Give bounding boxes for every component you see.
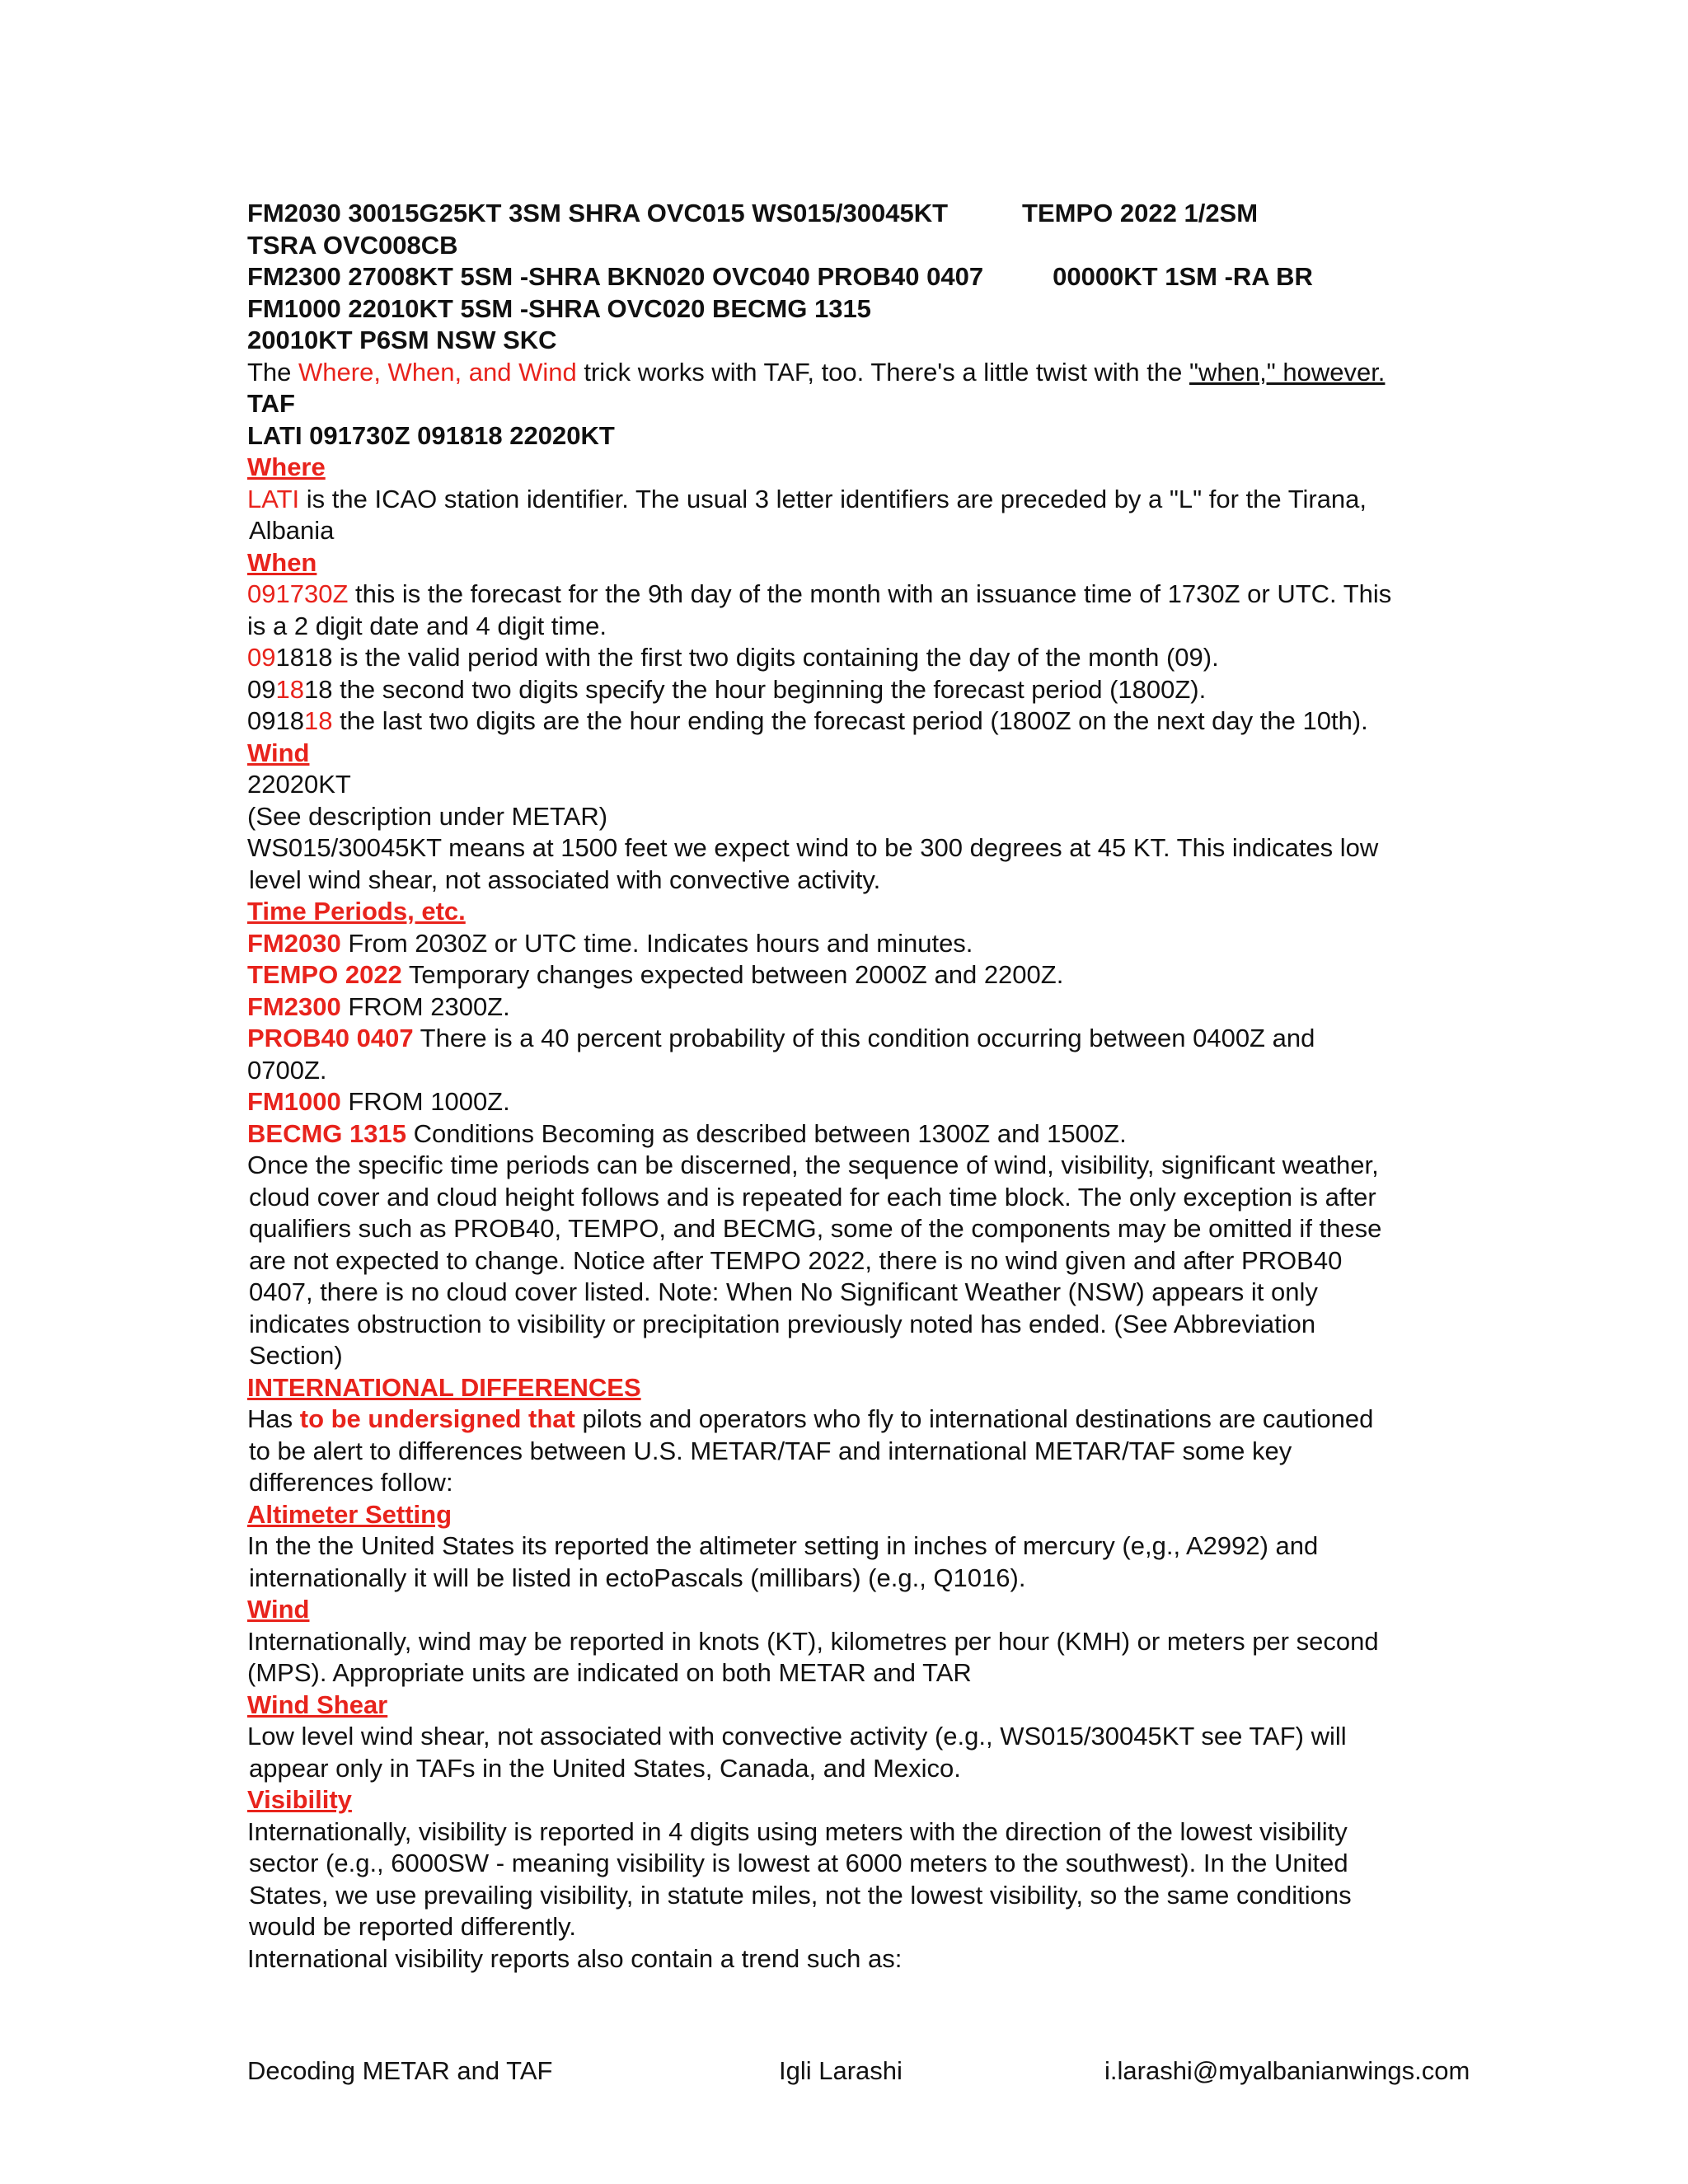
when-line-4	[247, 674, 1500, 706]
document-page	[247, 198, 1500, 1975]
text-run: this is the forecast for the 9th day of the month with an issuance time of 1730Z or UTC. This	[348, 579, 1392, 608]
taf-group: 00000KT 1SM -RA BR	[1053, 262, 1313, 291]
period-code: TEMPO 2022	[247, 960, 402, 989]
footer-author: Igli Larashi	[779, 2056, 903, 2085]
section-heading-visibility: Visibility	[247, 1785, 352, 1814]
taf-group: FM2030 30015G25KT 3SM SHRA OVC015 WS015/30045KT	[247, 199, 949, 227]
text-run: FROM 2300Z.	[340, 991, 510, 1021]
taf-example-line-2: TSRA OVC008CB	[247, 230, 458, 260]
period-row-fm2030	[247, 928, 1500, 960]
intro-paragraph	[247, 357, 1500, 389]
section-heading-wind-shear: Wind Shear	[247, 1690, 388, 1719]
taf-example-line-4: FM1000 22010KT 5SM -SHRA OVC020 BECMG 1315	[247, 293, 871, 323]
where-line-1	[247, 484, 1500, 516]
periods-paragraph-line: indicates obstruction to visibility or precipitation previously noted has ended. (See Abbreviation	[249, 1309, 1316, 1338]
visibility-line-2: sector (e.g., 6000SW - meaning visibility is lowest at 6000 meters to the southwest). In the United	[249, 1849, 1348, 1877]
text-run: There is a 40 percent probability of this condition occurring between 0400Z and	[413, 1024, 1315, 1052]
visibility-line-1: Internationally, visibility is reported in 4 digits using meters with the direction of the lowest visibility	[247, 1816, 1348, 1846]
period-code: FM2300	[247, 991, 341, 1021]
section-heading-altimeter-setting: Altimeter Setting	[247, 1499, 452, 1529]
highlight-text: 18	[275, 674, 304, 704]
visibility-line-5: International visibility reports also contain a trend such as:	[247, 1943, 903, 1973]
period-row-tempo	[247, 959, 1500, 991]
text-run: 0918	[247, 706, 304, 735]
text-run: FROM 1000Z.	[340, 1087, 510, 1116]
altimeter-line-1: In the the United States its reported the altimeter setting in inches of mercury (e,g., A2992) and	[247, 1531, 1319, 1560]
when-line-5	[247, 705, 1500, 738]
wind-intl-line-1: Internationally, wind may be reported in knots (KT), kilometres per hour (KMH) or meters per second	[247, 1626, 1379, 1656]
text-run: Conditions Becoming as described between 1300Z and 1500Z.	[406, 1118, 1127, 1148]
footer-title: Decoding METAR and TAF	[247, 2056, 553, 2085]
periods-paragraph-line: cloud cover and cloud height follows and is repeated for each time block. The only exception is after	[249, 1182, 1376, 1212]
taf-line: LATI 091730Z 091818 22020KT	[247, 420, 615, 450]
wind-intl-line-2: (MPS). Appropriate units are indicated on both METAR and TAR	[247, 1658, 972, 1687]
section-heading-where: Where	[247, 452, 326, 481]
wind-line-2: (See description under METAR)	[247, 801, 608, 831]
periods-paragraph-line: are not expected to change. Notice after TEMPO 2022, there is no wind given and after PROB40	[249, 1245, 1343, 1275]
section-heading-wind: Wind	[247, 738, 310, 767]
taf-example-line-3	[247, 261, 1500, 293]
taf-example-line-5: 20010KT P6SM NSW SKC	[247, 326, 557, 354]
taf-group: TEMPO 2022 1/2SM	[1022, 199, 1259, 227]
wind-line-3: WS015/30045KT means at 1500 feet we expect wind to be 300 degrees at 45 KT. This indicates low	[247, 833, 1379, 862]
highlight-text: 09	[247, 643, 276, 672]
period-row-fm1000	[247, 1086, 1500, 1118]
taf-group: FM2300 27008KT 5SM -SHRA BKN020 OVC040 PROB40 0407	[247, 262, 984, 291]
wind-line-4: level wind shear, not associated with convective activity.	[249, 865, 881, 894]
intl-line-1	[247, 1404, 1500, 1436]
visibility-line-3: States, we use prevailing visibility, in statute miles, not the lowest visibility, so the same conditions	[249, 1880, 1352, 1910]
period-row-prob40-cont: 0700Z.	[247, 1055, 327, 1085]
text-run: From 2030Z or UTC time. Indicates hours and minutes.	[340, 928, 973, 958]
text-run: 18 the second two digits specify the hour beginning the forecast period (1800Z).	[303, 674, 1207, 704]
text-run: is the ICAO station identifier. The usual 3 letter identifiers are preceded by a "L" for the Tirana,	[299, 484, 1367, 513]
taf-example-line-1	[247, 198, 1500, 230]
section-heading-international-differences: INTERNATIONAL DIFFERENCES	[247, 1372, 641, 1402]
period-row-becmg	[247, 1118, 1500, 1151]
period-row-fm2300	[247, 991, 1500, 1024]
wind-shear-line-1: Low level wind shear, not associated with convective activity (e.g., WS015/30045KT see TAF) will	[247, 1722, 1347, 1750]
period-code: FM1000	[247, 1087, 341, 1116]
text-run: Has	[247, 1404, 300, 1433]
where-line-2: Albania	[249, 516, 335, 545]
text-run: The	[247, 357, 299, 387]
text-run: 09	[247, 674, 276, 704]
periods-paragraph-line: 0407, there is no cloud cover listed. Note: When No Significant Weather (NSW) appears it only	[249, 1277, 1318, 1306]
period-code: PROB40 0407	[247, 1024, 414, 1052]
wind-shear-line-2: appear only in TAFs in the United States, Canada, and Mexico.	[249, 1753, 961, 1783]
wind-line-1: 22020KT	[247, 770, 351, 799]
visibility-line-4: would be reported differently.	[249, 1912, 576, 1941]
underlined-text: "when," however.	[1189, 357, 1386, 387]
text-run: 1818 is the valid period with the first two digits containing the day of the month (09).	[275, 643, 1219, 672]
text-run: trick works with TAF, too. There's a little twist with the	[576, 357, 1189, 387]
periods-paragraph-line: Section)	[249, 1341, 343, 1370]
intl-line-2: to be alert to differences between U.S. METAR/TAF and international METAR/TAF some key	[249, 1436, 1292, 1465]
periods-paragraph-line: qualifiers such as PROB40, TEMPO, and BECMG, some of the components may be omitted if these	[249, 1214, 1382, 1243]
taf-label: TAF	[247, 389, 295, 418]
section-heading-when: When	[247, 547, 317, 577]
highlight-text: 18	[303, 706, 333, 735]
footer-email: i.larashi@myalbanianwings.com	[1104, 2056, 1470, 2085]
highlight-text: LATI	[247, 484, 300, 513]
text-run: Temporary changes expected between 2000Z and 2200Z.	[401, 960, 1064, 989]
text-run: pilots and operators who fly to international destinations are cautioned	[574, 1404, 1374, 1433]
highlight-text: 091730Z	[247, 579, 349, 608]
page-footer	[247, 2056, 1500, 2089]
section-heading-time-periods: Time Periods, etc.	[247, 897, 466, 926]
period-row-prob40	[247, 1023, 1500, 1055]
altimeter-line-2: internationally it will be listed in ectoPascals (millibars) (e.g., Q1016).	[249, 1563, 1026, 1592]
periods-paragraph-line: Once the specific time periods can be discerned, the sequence of wind, visibility, significant weather,	[247, 1151, 1379, 1179]
when-line-2: is a 2 digit date and 4 digit time.	[247, 611, 607, 640]
period-code: BECMG 1315	[247, 1118, 406, 1148]
section-heading-wind-international: Wind	[247, 1595, 310, 1624]
when-line-1	[247, 579, 1500, 611]
highlight-text: to be undersigned that	[299, 1404, 575, 1433]
intl-line-3: differences follow:	[249, 1468, 453, 1497]
highlight-text: Where, When, and Wind	[298, 357, 577, 387]
when-line-3	[247, 642, 1500, 674]
text-run: the last two digits are the hour ending the forecast period (1800Z on the next day the 10th).	[332, 706, 1368, 735]
period-code: FM2030	[247, 928, 341, 958]
